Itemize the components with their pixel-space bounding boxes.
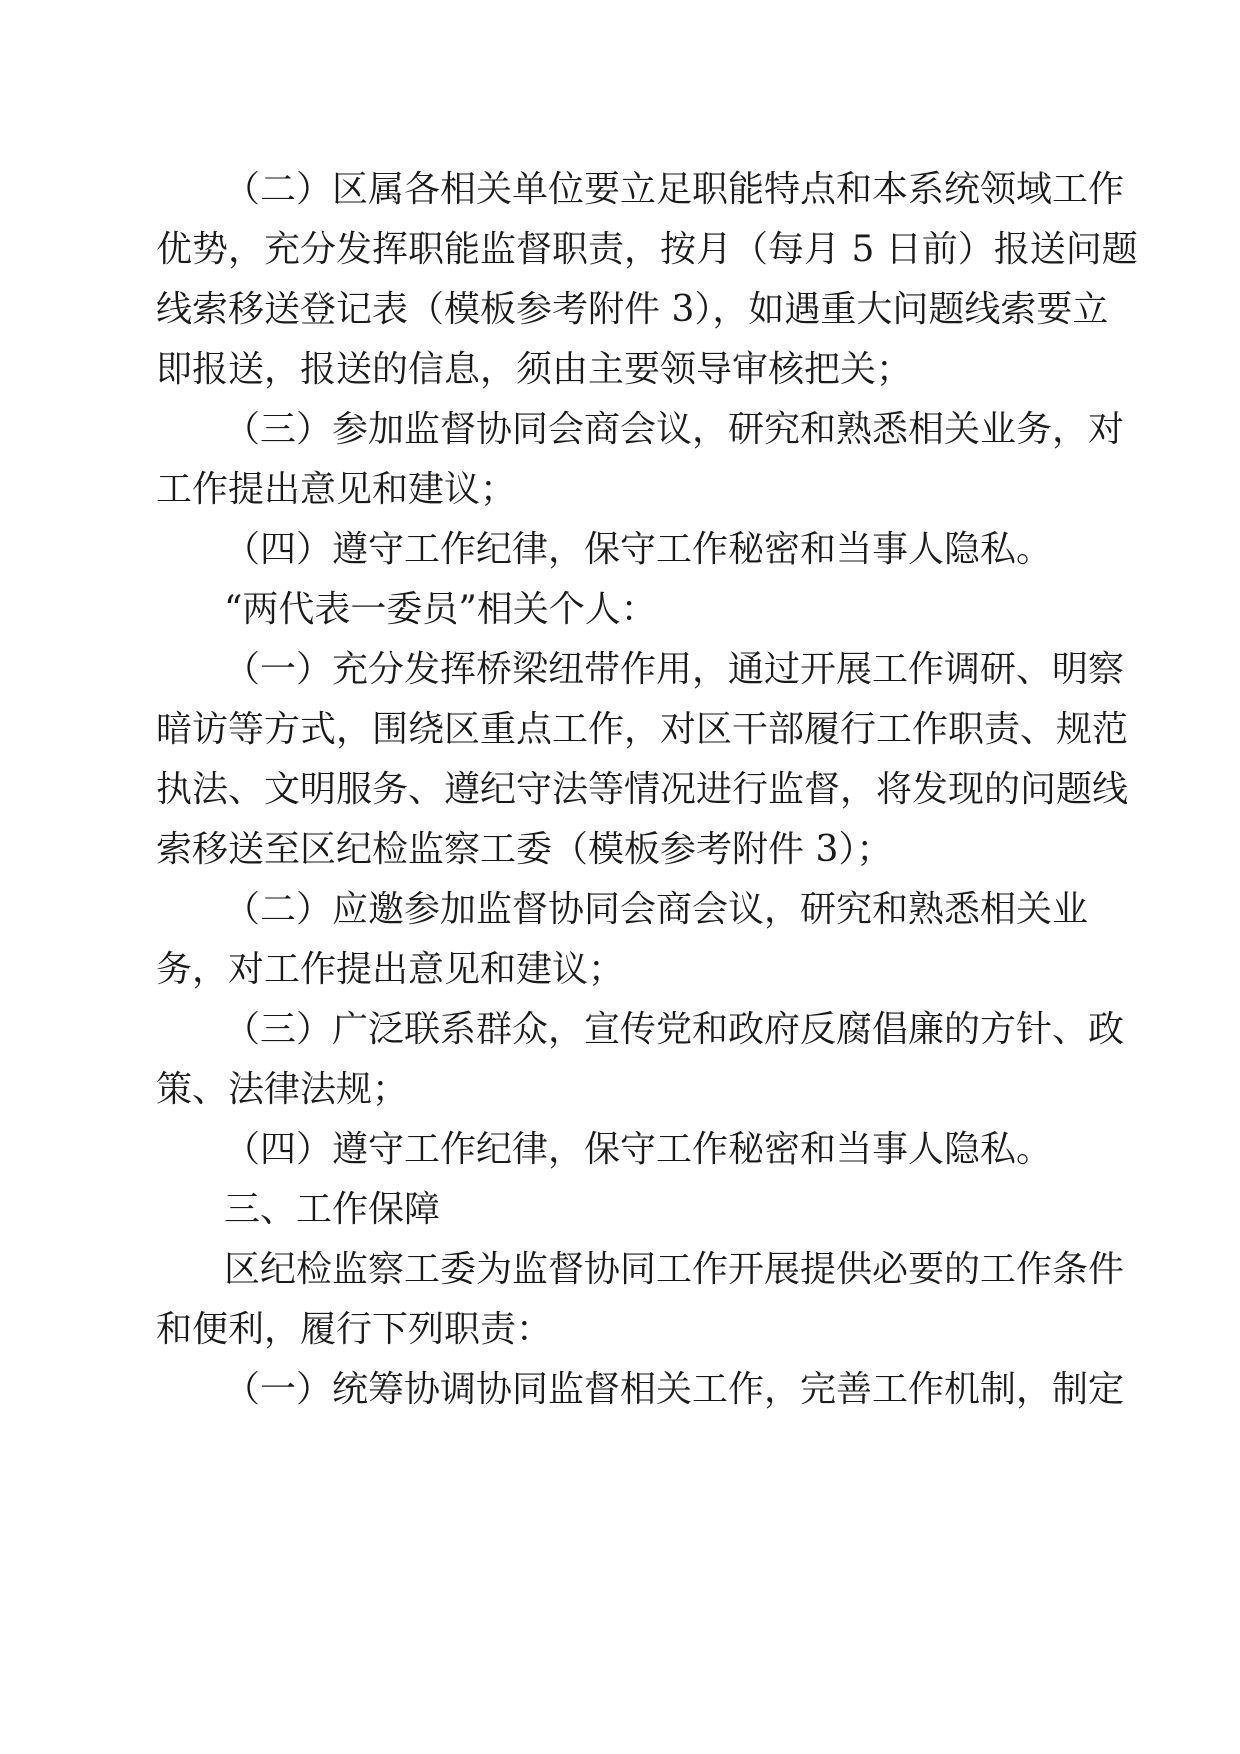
subheading-line: “两代表一委员”相关个人： (224, 589, 657, 630)
paragraph-line-13: （二）应邀参加监督协同会商会议，研究和熟悉相关业 (224, 889, 1089, 930)
paragraph-line-17: （四）遵守工作纪律，保守工作秘密和当事人隐私。 (224, 1129, 1053, 1170)
paragraph-line-21: （一）统筹协调协同监督相关工作，完善工作机制，制定 (224, 1369, 1125, 1410)
paragraph-line-7: （四）遵守工作纪律，保守工作秘密和当事人隐私。 (224, 529, 1053, 570)
paragraph-line-16: 策、法律法规； (156, 1069, 409, 1110)
paragraph-line-14: 务，对工作提出意见和建议； (156, 949, 625, 990)
paragraph-line-4: 即报送，报送的信息，须由主要领导审核把关； (156, 349, 913, 390)
paragraph-line-5: （三）参加监督协同会商会议，研究和熟悉相关业务，对 (224, 409, 1125, 450)
paragraph-line-3: 线索移送登记表（模板参考附件 3），如遇重大问题线索要立 (156, 289, 1109, 330)
paragraph-line-11: 执法、文明服务、遵纪守法等情况进行监督，将发现的问题线 (156, 769, 1129, 810)
paragraph-line-2: 优势，充分发挥职能监督职责，按月（每月 5 日前）报送问题 (156, 229, 1138, 270)
paragraph-line-12: 索移送至区纪检监察工委（模板参考附件 3）； (156, 829, 893, 870)
paragraph-line-19: 区纪检监察工委为监督协同工作开展提供必要的工作条件 (224, 1249, 1125, 1290)
section-heading: 三、工作保障 (224, 1189, 441, 1230)
paragraph-line-1: （二）区属各相关单位要立足职能特点和本系统领域工作 (224, 169, 1125, 210)
paragraph-line-10: 暗访等方式，围绕区重点工作，对区干部履行工作职责、规范 (156, 709, 1129, 750)
paragraph-line-20: 和便利，履行下列职责： (156, 1309, 553, 1350)
paragraph-line-15: （三）广泛联系群众，宣传党和政府反腐倡廉的方针、政 (224, 1009, 1125, 1050)
paragraph-line-9: （一）充分发挥桥梁纽带作用，通过开展工作调研、明察 (224, 649, 1125, 690)
paragraph-line-6: 工作提出意见和建议； (156, 469, 517, 510)
